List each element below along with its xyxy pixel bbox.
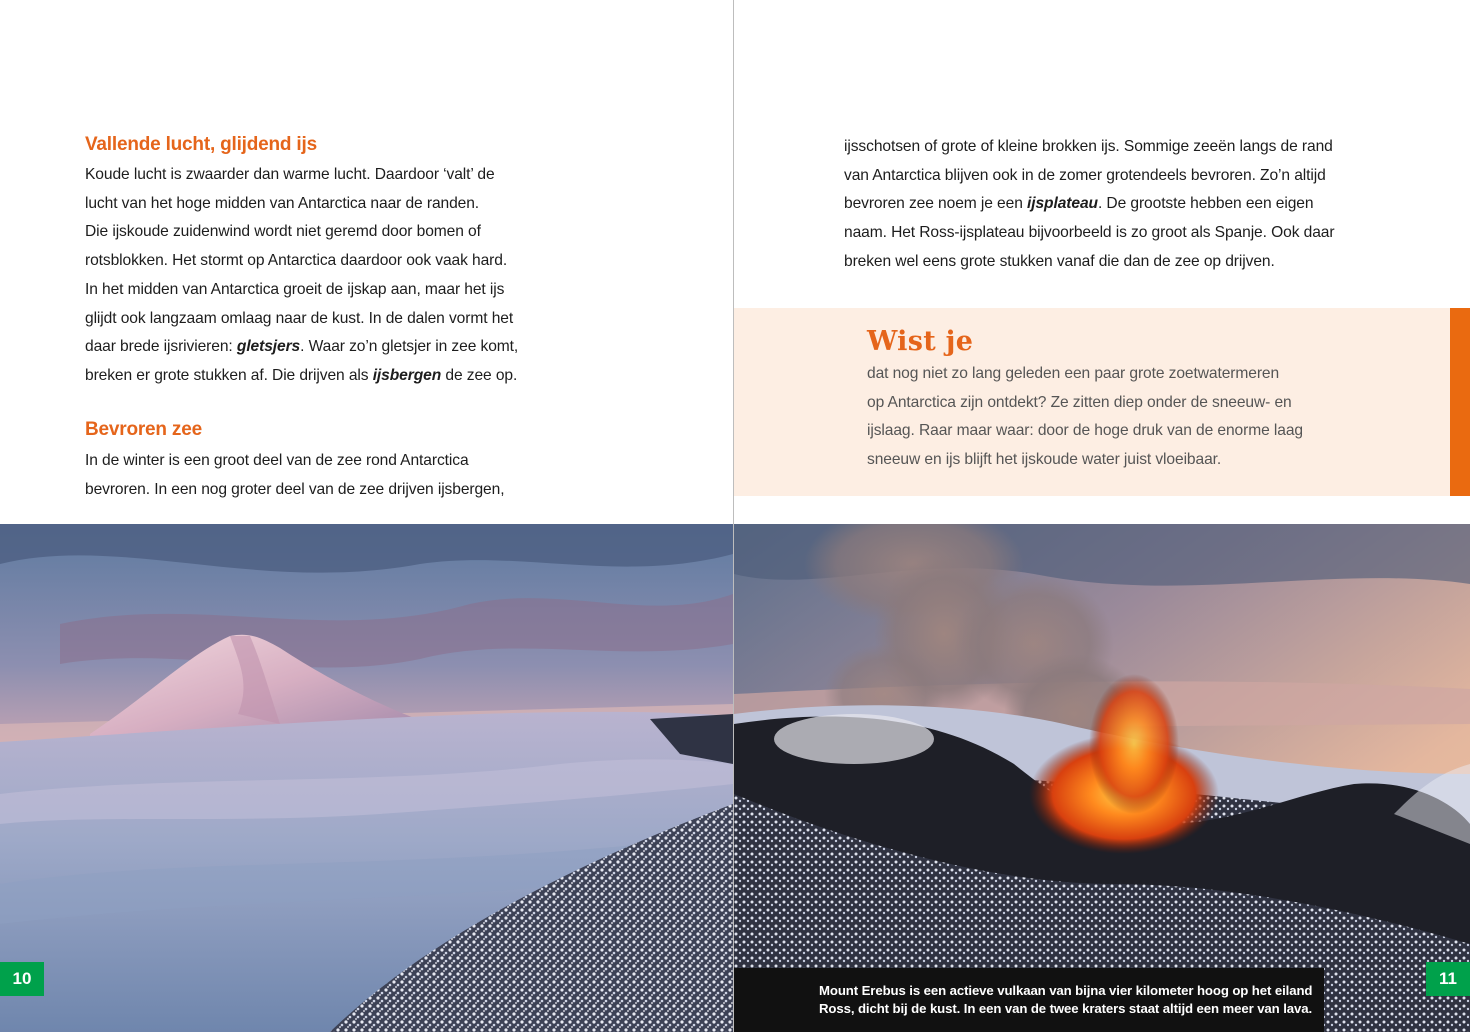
wist-je-box — [734, 308, 1470, 496]
text-line — [844, 190, 1334, 219]
text-line: rotsblokken. Het stormt op Antarctica daardoor ook vaak hard. — [85, 252, 508, 270]
caption-line: Ross, dicht bij de kust. In een van de twee kraters staat altijd een meer van lava. — [819, 1000, 1313, 1016]
text-fragment: . Waar zo’n gletsjer in zee komt, — [300, 338, 519, 356]
text-line: bevroren. In een nog groter deel van de zee drijven ijsbergen, — [85, 480, 505, 498]
paragraph-vallende-lucht — [85, 161, 518, 391]
text-line: In het midden van Antarctica groeit de ijskap aan, maar het ijs — [85, 280, 505, 298]
text-fragment: breken er grote stukken af. Die drijven als — [85, 366, 373, 384]
text-fragment: . De grootste hebben een eigen — [1097, 195, 1314, 213]
wist-je-accent-bar — [1450, 308, 1470, 496]
paragraph-ijsplateau — [844, 133, 1334, 277]
text-fragment: de zee op. — [441, 366, 518, 384]
left-page — [0, 0, 733, 1032]
text-line: glijdt ook langzaam omlaag naar de kust. In de dalen vormt het — [85, 309, 514, 327]
heading-bevroren-zee: Bevroren zee — [85, 419, 202, 440]
volcano-photo-illustration — [734, 524, 1470, 1032]
text-line: sneeuw en ijs blijft het ijskoude water juist vloeibaar. — [867, 451, 1222, 469]
page-number-right: 11 — [1426, 962, 1470, 996]
page-number-left: 10 — [0, 962, 44, 996]
mountain-photo-illustration — [0, 524, 733, 1032]
caption-line: Mount Erebus is een actieve vulkaan van bijna vier kilometer hoog op het eiland — [819, 983, 1313, 998]
paragraph-bevroren-zee — [85, 447, 504, 504]
text-line: In de winter is een groot deel van de zee rond Antarctica — [85, 452, 469, 469]
photo-caption — [734, 968, 1324, 1032]
text-line: Die ijskoude zuidenwind wordt niet geremd door bomen of — [85, 223, 481, 241]
text-fragment: bevroren zee noem je een — [844, 195, 1028, 213]
text-line: Koude lucht is zwaarder dan warme lucht. Daardoor ‘valt’ de — [85, 166, 495, 183]
text-fragment: daar brede ijsrivieren: — [85, 338, 237, 356]
term-ijsbergen: ijsbergen — [372, 366, 442, 384]
mountain-landscape-photo — [0, 524, 733, 1032]
text-line: ijslaag. Raar maar waar: door de hoge druk van de enorme laag — [867, 422, 1303, 440]
text-line: op Antarctica zijn ontdekt? Ze zitten diep onder de sneeuw- en — [867, 393, 1292, 411]
text-line: breken wel eens grote stukken vanaf die dan de zee op drijven. — [844, 252, 1275, 270]
text-line: naam. Het Ross-ijsplateau bijvoorbeeld is zo groot als Spanje. Ook daar — [844, 224, 1335, 242]
text-line: dat nog niet zo lang geleden een paar grote zoetwatermeren — [867, 365, 1280, 382]
right-page — [734, 0, 1470, 1032]
term-gletsjers: gletsjers — [236, 338, 301, 356]
text-line — [85, 333, 518, 362]
heading-vallende-lucht: Vallende lucht, glijdend ijs — [85, 134, 317, 155]
volcano-eruption-photo — [734, 524, 1470, 1032]
book-spine — [733, 0, 734, 1032]
wist-je-title: Wist je — [867, 326, 974, 357]
text-line: van Antarctica blijven ook in de zomer grotendeels bevroren. Zo’n altijd — [844, 166, 1326, 184]
term-ijsplateau: ijsplateau — [1027, 195, 1098, 213]
text-line — [85, 362, 518, 391]
wist-je-text — [867, 360, 1303, 475]
text-line: lucht van het hoge midden van Antarctica naar de randen. — [85, 194, 480, 212]
text-line: ijsschotsen of grote of kleine brokken ijs. Sommige zeeën langs de rand — [844, 138, 1333, 155]
